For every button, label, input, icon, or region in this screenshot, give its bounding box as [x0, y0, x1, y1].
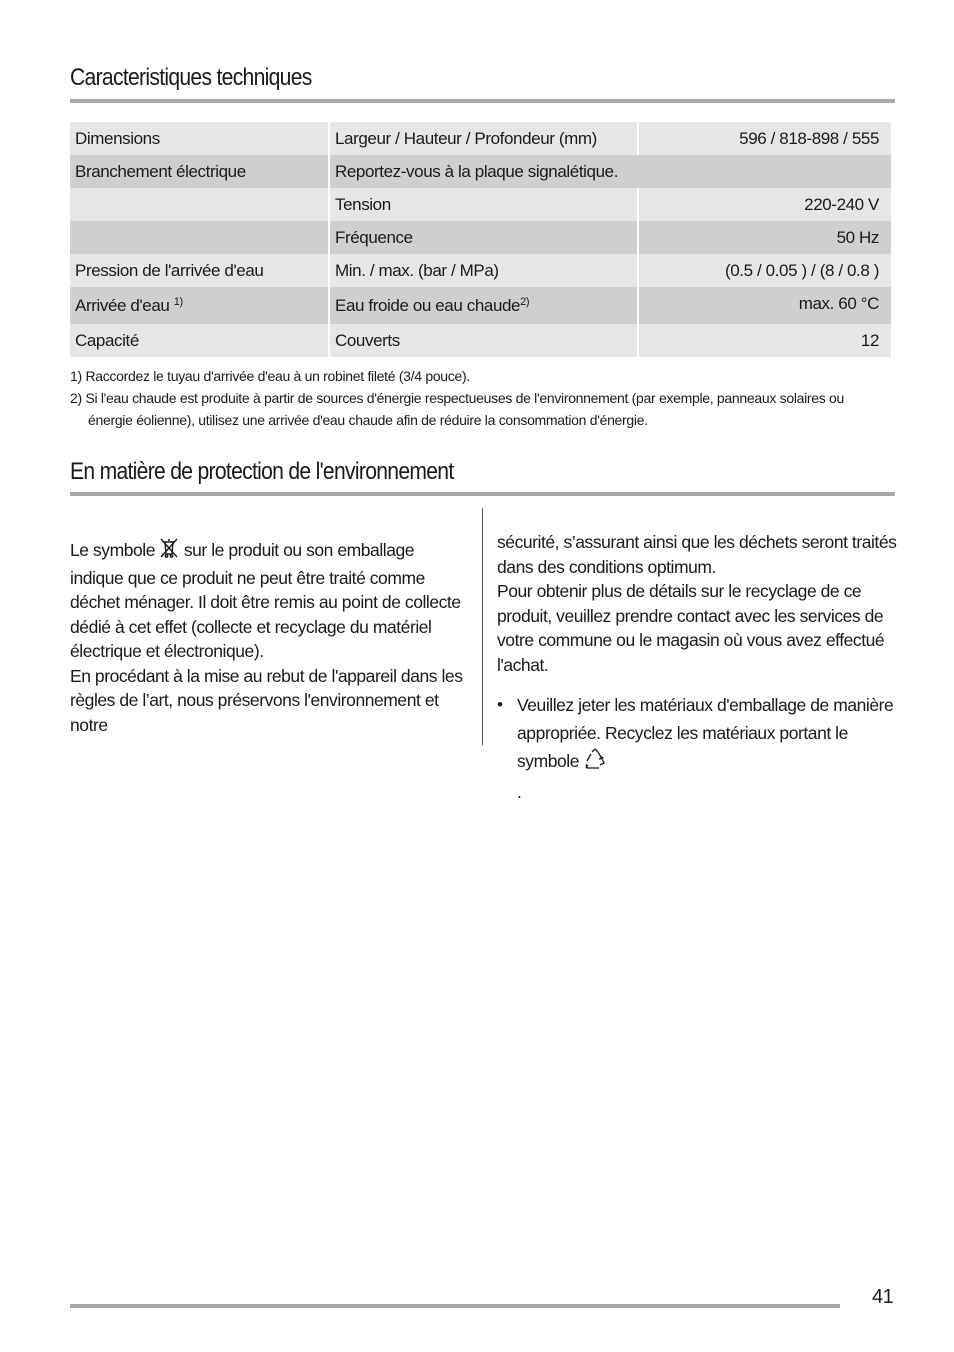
- spec-label: Pression de l'arrivée d'eau: [70, 254, 328, 287]
- footer-rule: [70, 1304, 840, 1308]
- bullet-text: [517, 691, 897, 806]
- spec-desc: Couverts: [330, 324, 637, 357]
- right-paragraph-2: Pour obtenir plus de détails sur le recyclage de ce produit, veuillez prendre contact avec les services de votre commune ou le magasin où vous avez effectué l'achat.: [497, 581, 885, 675]
- table-row: [70, 122, 891, 155]
- bullet: •: [497, 695, 503, 714]
- table-row: [70, 188, 891, 221]
- footnotes: [70, 365, 895, 431]
- footnote-ref: 1): [173, 296, 183, 308]
- table-row: [70, 254, 891, 287]
- spec-value: (0.5 / 0.05 ) / (8 / 0.8 ): [639, 254, 891, 287]
- spec-desc-cell: [330, 287, 637, 324]
- spec-desc: Reportez-vous à la plaque signalétique.: [330, 155, 891, 188]
- right-column: [497, 530, 897, 806]
- spec-value: max. 60 °C: [639, 287, 891, 324]
- text-fragment: sur le produit ou son emballage indique que ce produit ne peut être traité comme déchet ménager. Il doit être remis au point de collecte dédié à cet effet (collecte et recyclage du matériel électrique et électronique).: [70, 540, 461, 661]
- crossed-bin-icon: [159, 537, 179, 566]
- section-title-environment: En matière de protection de l'environnement: [70, 458, 454, 485]
- spec-label-cell: [70, 287, 328, 324]
- table-row: [70, 287, 891, 324]
- spec-desc: Fréquence: [330, 221, 637, 254]
- right-paragraph-1: sécurité, s’assurant ainsi que les déchets seront traités dans des conditions optimum.: [497, 532, 897, 577]
- table-row: [70, 324, 891, 357]
- text-fragment: .: [517, 782, 522, 802]
- section-rule: [70, 99, 895, 103]
- list-item: [497, 691, 897, 806]
- spec-desc: Min. / max. (bar / MPa): [330, 254, 637, 287]
- spec-value: 12: [639, 324, 891, 357]
- left-paragraph-2: En procédant à la mise au rebut de l'appareil dans les règles de l’art, nous préservons l'environnement et notre: [70, 665, 463, 735]
- spec-label: Arrivée d'eau: [75, 296, 170, 315]
- spec-value: 50 Hz: [639, 221, 891, 254]
- spec-label: Dimensions: [70, 122, 328, 155]
- page-number: 41: [872, 1286, 894, 1308]
- text-fragment: Le symbole: [70, 540, 155, 560]
- footnote-2-cont: énergie éolienne), utilisez une arrivée d'eau chaude afin de réduire la consommation d'énergie.: [88, 412, 648, 428]
- table-row: [70, 155, 891, 188]
- spec-desc: Largeur / Hauteur / Profondeur (mm): [330, 122, 637, 155]
- spec-desc: Eau froide ou eau chaude: [335, 296, 521, 315]
- section-rule: [70, 492, 895, 496]
- column-divider: [482, 508, 483, 745]
- spec-label: Branchement électrique: [70, 155, 328, 188]
- section-title-technical: Caracteristiques techniques: [70, 64, 312, 91]
- footnote-2: 2) Si l'eau chaude est produite à partir de sources d'énergie respectueuses de l'environnement (par exemple, panneaux solaires ou: [70, 390, 845, 406]
- spec-label: [70, 188, 328, 221]
- spec-value: 596 / 818-898 / 555: [639, 122, 891, 155]
- left-column: [70, 537, 470, 737]
- spec-label: Capacité: [70, 324, 328, 357]
- table-row: [70, 221, 891, 254]
- footnote-ref: 2): [520, 296, 530, 308]
- footnote-1: 1) Raccordez le tuyau d'arrivée d'eau à un robinet fileté (3/4 pouce).: [70, 368, 470, 384]
- spec-value: 220-240 V: [639, 188, 891, 221]
- text-fragment: Veuillez jeter les matériaux d'emballage de manière appropriée. Recyclez les matériaux portant le symbole: [517, 695, 894, 771]
- recycle-icon: [583, 748, 607, 778]
- spec-desc: Tension: [330, 188, 637, 221]
- spec-label: [70, 221, 328, 254]
- left-paragraph-1: [70, 537, 470, 664]
- specs-table: [68, 122, 893, 357]
